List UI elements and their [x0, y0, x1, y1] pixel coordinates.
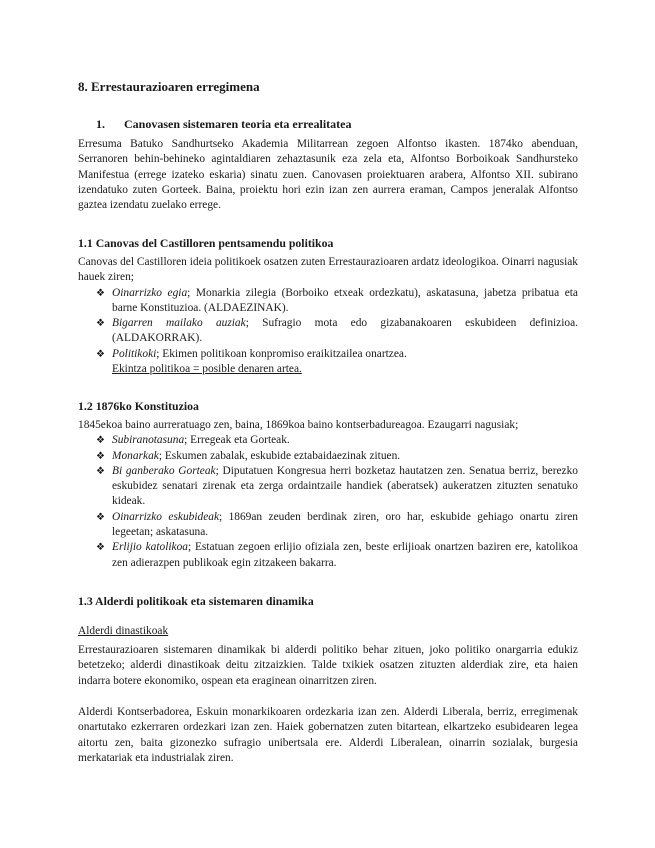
diamond-bullet-icon: ❖ [96, 511, 105, 523]
section-1-3-paragraph-2: Alderdi Kontserbadorea, Eskuin monarkikoaren ordezkaria izan zen. Alderdi Liberala, berriz, erregimenak onartutako ezkerraren ordezkari izan zen. Haiek gobernatzen zuten bitartean, elkartzeko esubidearen legea aitortu zen, baita gizonezko sufragio unibertsala ere. Alderdi Liberalean, oinarrin sozialak, burgesia merkatariak eta industrialak ziren. [78, 706, 578, 764]
document-title: 8. Errestaurazioaren erregimena [78, 79, 260, 94]
list-item [78, 510, 578, 541]
list-item-text: ; Estatuan zegoen erlijio ofiziala zen, beste erlijioak onartzen baziren ere, katolikoa zen adierazpen publikoak egin zitzakeen bakarra. [112, 541, 578, 569]
list-item-term: Oinarrizko eskubideak [112, 510, 220, 523]
diamond-bullet-icon: ❖ [96, 542, 105, 554]
section-1-2-list [78, 433, 578, 571]
list-item [78, 540, 578, 571]
section-1-3-heading: 1.3 Alderdi politikoak eta sistemaren dinamika [78, 594, 314, 608]
diamond-bullet-icon: ❖ [96, 450, 105, 462]
section-1-heading-text: Canovasen sistemaren teoria eta errealitatea [124, 117, 352, 131]
list-item-term: Subiranotasuna [112, 434, 185, 447]
section-1-2-heading: 1.2 1876ko Konstituzioa [78, 399, 199, 413]
section-1-number: 1. [96, 117, 105, 131]
section-1-3-subheading: Alderdi dinastikoak [78, 625, 169, 637]
list-item-text: ; 1869an zeuden berdinak ziren, oro har, eskubide gehiago onartu ziren legeetan; askatasuna. [112, 510, 579, 539]
section-1-1-heading: 1.1 Canovas del Castilloren pentsamendu politikoa [78, 236, 334, 250]
section-1-2-body [78, 418, 578, 571]
list-item-term: Politikoki [112, 347, 157, 360]
list-item [78, 449, 578, 464]
section-1-3-paragraph-1: Errestaurazioaren sistemaren dinamikak bi alderdi politiko behar zituen, joko politiko onargarria edukiz betetzeko; alderdi dinastikoak deitu zitzaizkien. Talde txikiek osatzen zituzten alderdiak zire, eta haien indarra botere ekonomiko, ospean eta eraginean oinarritzen ziren. [78, 644, 578, 687]
list-item [78, 286, 578, 317]
section-1-2-intro: 1845ekoa baino aurreratuago zen, baina, 1869koa baino kontserbadureagoa. Ezaugarri nagusiak; [78, 419, 519, 431]
list-item-text: ; Monarkia zilegia (Borboiko etxeak ordezkatu), askatasuna, jabetza pribatua eta barne Konstituzioa. (ALDAEZINAK). [112, 286, 578, 314]
section-1-heading [78, 117, 578, 132]
diamond-bullet-icon: ❖ [96, 287, 105, 299]
list-item-text: ; Ekimen politikoan konpromiso eraikitzailea onartzea. [156, 347, 407, 360]
list-item-text: ; Eskumen zabalak, eskubide eztabaidaezinak zituen. [158, 449, 401, 462]
diamond-bullet-icon: ❖ [96, 348, 105, 360]
list-item-term: Monarkak [112, 449, 159, 462]
list-item-term: Erlijio katolikoa [112, 541, 188, 554]
list-item-term: Oinarrizko egia [112, 286, 188, 299]
list-item [78, 347, 578, 378]
list-item-term: Bi ganberako Gorteak [112, 464, 216, 477]
diamond-bullet-icon: ❖ [96, 318, 105, 330]
list-item-text: ; Erregeak eta Gorteak. [184, 434, 290, 447]
section-1-1-body [78, 255, 578, 377]
section-1-paragraph: Erresuma Batuko Sandhurtseko Akademia Militarrean zegoen Alfontso ikasten. 1874ko abenduan, Serranoren behin-behineko agintaldiaren zehaztasunik eza zela eta, Alfontso Borboikoak Sandhursteko Manifestua (errege izateko eskaria) sinatu zuen. Canovasen proiektuaren arabera, Alfontso XII. subirano izendatuko zuten Gorteek. Baina, proiektu hori ezin izan zen aurrera eraman, Campos jeneralak Alfontso gaztea izendatu zuelako errege. [78, 138, 578, 212]
diamond-bullet-icon: ❖ [96, 465, 105, 477]
section-1-1-intro: Canovas del Castilloren ideia politikoek osatzen zuten Errestaurazioaren ardatz ideologikoa. Oinarri nagusiak hauek ziren; [78, 256, 578, 284]
list-item-underlined-note: Ekintza politikoa = posible denaren artea. [112, 363, 302, 376]
list-item [78, 464, 578, 510]
diamond-bullet-icon: ❖ [96, 435, 105, 447]
list-item [78, 316, 578, 347]
list-item-text: ; Diputatuen Kongresua herri bozketaz hautatzen zen. Senatua berriz, berezko eskubidez senatari zirenak eta zerga ordaintzaile handiek (aberatsek) aukeratzen zituzten senatuko kideak. [112, 464, 578, 508]
list-item-term: Bigarren mailako auziak [112, 317, 246, 330]
list-item-text: ; Sufragio mota edo gizabanakoaren eskubideen definizioa. (ALDAKORRAK). [112, 317, 579, 345]
list-item [78, 433, 578, 448]
section-1-1-list [78, 286, 578, 378]
